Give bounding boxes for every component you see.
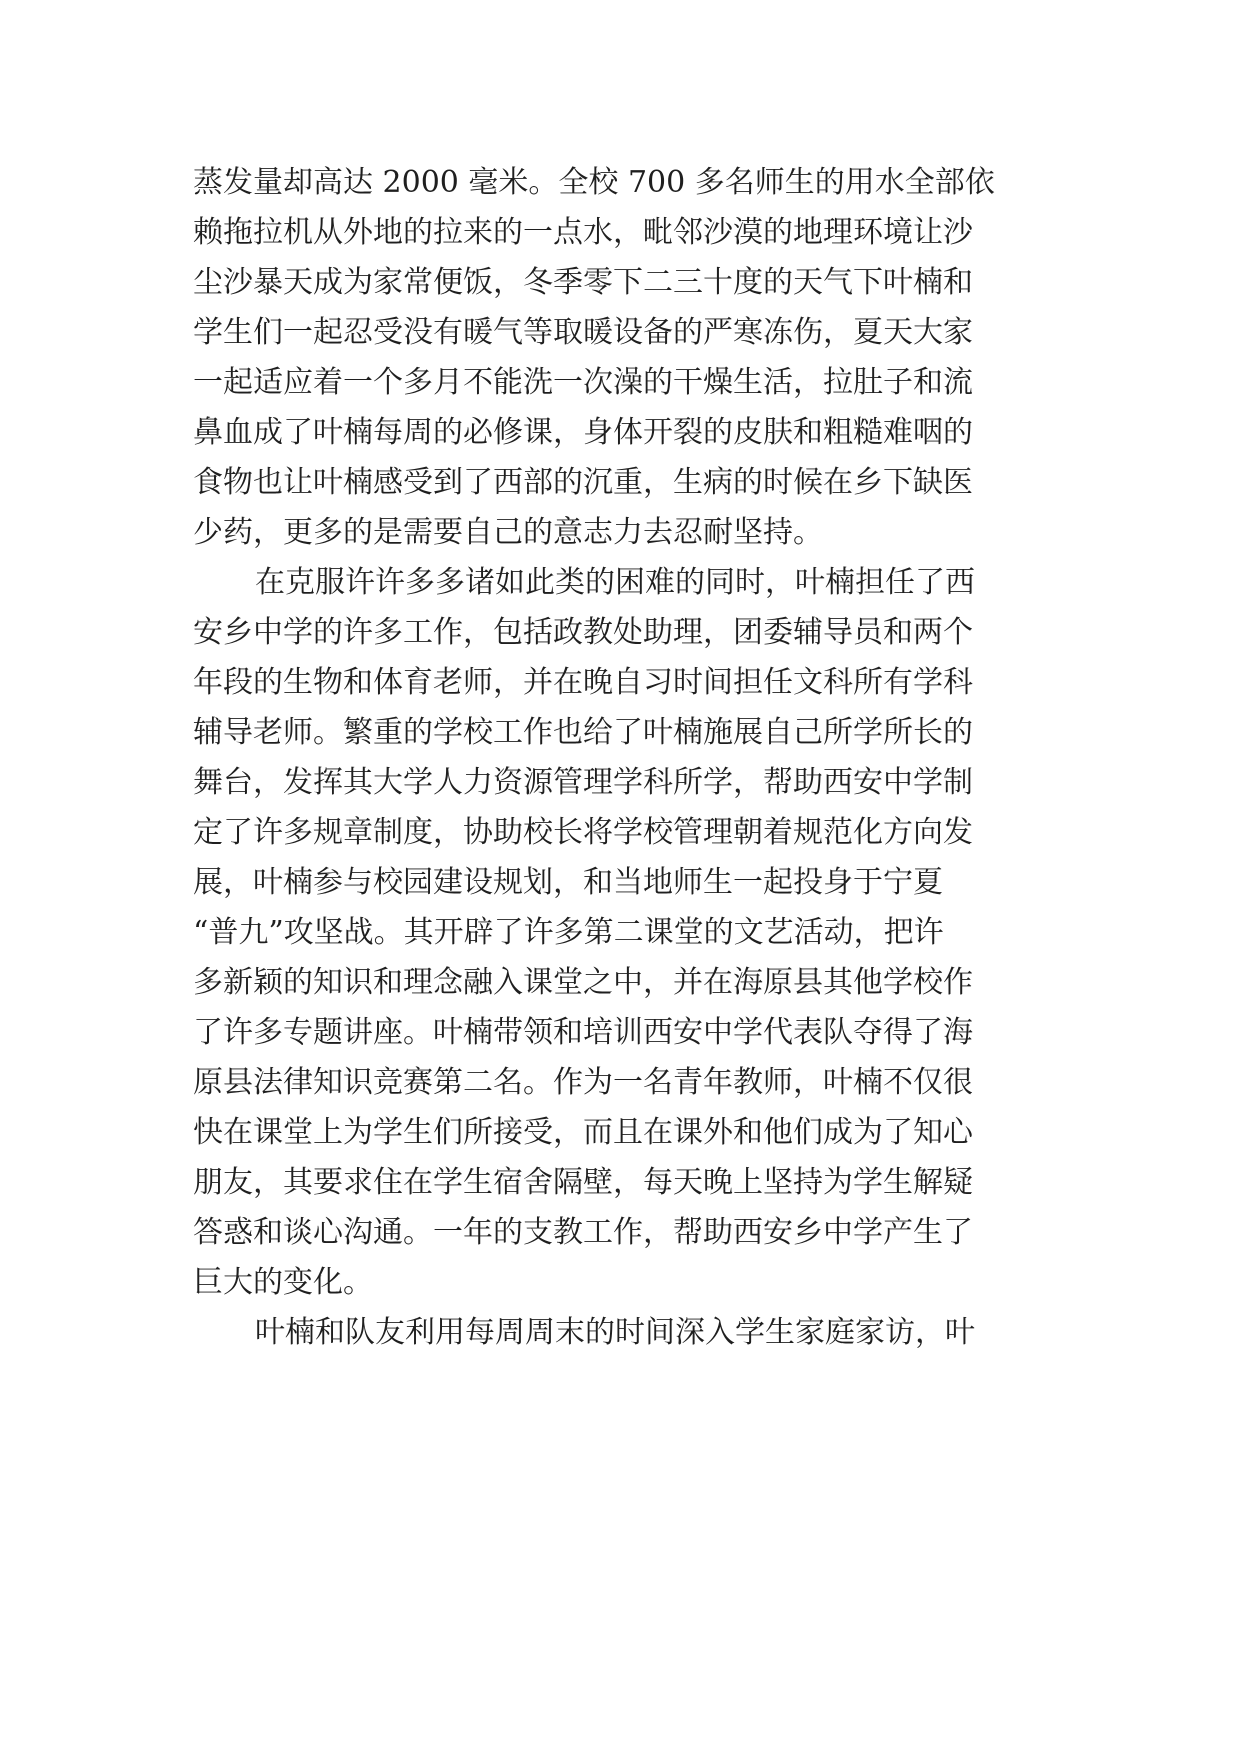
body-text (193, 158, 1053, 1358)
text-line: 了许多专题讲座。叶楠带领和培训西安中学代表队夺得了海 (193, 1015, 973, 1050)
text-line: 舞台，发挥其大学人力资源管理学科所学，帮助西安中学制 (193, 765, 973, 800)
text-line: 食物也让叶楠感受到了西部的沉重，生病的时候在乡下缺医 (193, 465, 973, 500)
paragraph-2 (193, 558, 1053, 1308)
text-line: 原县法律知识竞赛第二名。作为一名青年教师，叶楠不仅很 (193, 1065, 973, 1100)
text-line: 巨大的变化。 (193, 1265, 373, 1300)
text-line: 一起适应着一个多月不能洗一次澡的干燥生活，拉肚子和流 (193, 365, 973, 400)
text-line: 学生们一起忍受没有暖气等取暖设备的严寒冻伤，夏天大家 (193, 315, 973, 350)
text-line: 答惑和谈心沟通。一年的支教工作，帮助西安乡中学产生了 (193, 1215, 973, 1250)
text-line: 少药，更多的是需要自己的意志力去忍耐坚持。 (193, 515, 823, 550)
paragraph-3 (193, 1308, 1053, 1358)
text-line: “普九”攻坚战。其开辟了许多第二课堂的文艺活动，把许 (193, 915, 944, 950)
text-line: 鼻血成了叶楠每周的必修课，身体开裂的皮肤和粗糙难咽的 (193, 415, 973, 450)
text-line: 叶楠和队友利用每周周末的时间深入学生家庭家访，叶 (255, 1315, 975, 1350)
text-line: 定了许多规章制度，协助校长将学校管理朝着规范化方向发 (193, 815, 973, 850)
text-line: 蒸发量却高达 2000 毫米。全校 700 多名师生的用水全部依 (193, 165, 995, 200)
text-line: 快在课堂上为学生们所接受，而且在课外和他们成为了知心 (193, 1115, 973, 1150)
paragraph-1 (193, 158, 1053, 558)
text-line: 朋友，其要求住在学生宿舍隔壁，每天晚上坚持为学生解疑 (193, 1165, 973, 1200)
text-line: 赖拖拉机从外地的拉来的一点水，毗邻沙漠的地理环境让沙 (193, 215, 973, 250)
text-line: 展，叶楠参与校园建设规划，和当地师生一起投身于宁夏 (193, 865, 943, 900)
text-line: 安乡中学的许多工作，包括政教处助理，团委辅导员和两个 (193, 615, 973, 650)
text-line: 多新颖的知识和理念融入课堂之中，并在海原县其他学校作 (193, 965, 973, 1000)
text-line: 在克服许许多多诸如此类的困难的同时，叶楠担任了西 (255, 565, 975, 600)
text-line: 尘沙暴天成为家常便饭，冬季零下二三十度的天气下叶楠和 (193, 265, 973, 300)
text-line: 年段的生物和体育老师，并在晚自习时间担任文科所有学科 (193, 665, 973, 700)
text-line: 辅导老师。繁重的学校工作也给了叶楠施展自己所学所长的 (193, 715, 973, 750)
